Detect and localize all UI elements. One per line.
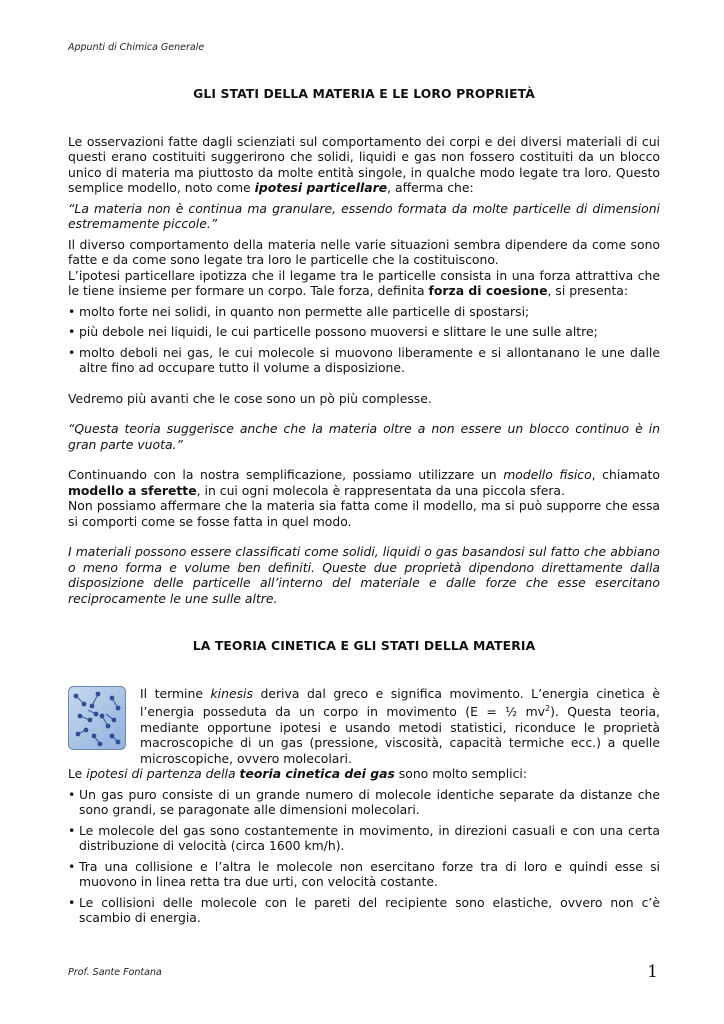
footer-author: Prof. Sante Fontana <box>68 967 162 978</box>
page-header: Appunti di Chimica Generale <box>68 42 205 53</box>
paragraph-4: Vedremo più avanti che le cose sono un pò più complesse. <box>68 390 432 406</box>
text-run: ). Questa teoria, mediante opportune ipotesi e usando metodi statistici, riconduce le proprietà macroscopiche di un gas (pressione, viscosità, capacità termiche ecc.) a quelle microscopiche, ovvero molecolari. <box>140 704 660 766</box>
paragraph-intro <box>68 134 660 196</box>
list-item: • più debole nei liquidi, le cui particelle possono muoversi e slittare le une sulle altre; <box>68 324 660 340</box>
section1-title: GLI STATI DELLA MATERIA E LE LORO PROPRIETÀ <box>193 86 535 101</box>
list-item: • Tra una collisione e l’altra le molecole non esercitano forze tra di loro e quindi esse si muovono in linea retta tra due urti, con velocità costante. <box>68 859 660 890</box>
text-run: Il termine <box>140 685 211 701</box>
quote-2: “Questa teoria suggerisce anche che la materia oltre a non essere un blocco continuo è in gran parte vuota.” <box>68 421 660 452</box>
list-item: • Un gas puro consiste di un grande numero di molecole identiche separate da distanze che sono grandi, se paragonate alle dimensioni molecolari. <box>68 787 660 818</box>
quote-1: “La materia non è continua ma granulare, essendo formata da molte particelle di dimensioni estremamente piccole.” <box>68 200 660 231</box>
paragraph-6: Non possiamo affermare che la materia sia fatta come il modello, ma si può supporre che essa si comporti come se fosse fatta in quel modo. <box>68 498 660 529</box>
section2-title: LA TEORIA CINETICA E GLI STATI DELLA MATERIA <box>192 638 536 653</box>
paragraph-5 <box>68 467 660 498</box>
text-run: , in cui ogni molecola è rappresentata da una piccola sfera. <box>196 482 565 498</box>
list-item: • molto deboli nei gas, le cui molecole si muovono liberamente e si allontanano le une dalle altre fino ad occupare tutto il volume a disposizione. <box>68 345 660 376</box>
text-run: deriva dal greco e significa movimento. L’energia cinetica è l’energia posseduta da un corpo in movimento (E = ½ mv <box>140 685 660 720</box>
paragraph-2: Il diverso comportamento della materia nelle varie situazioni sembra dipendere da come sono fatte e da come sono legate tra loro le particelle che la costituiscono. <box>68 236 660 267</box>
paragraph-3 <box>68 268 660 299</box>
text-run: , chiamato <box>591 467 660 482</box>
paragraph-7: I materiali possono essere classificati come solidi, liquidi o gas basandosi sul fatto che abbiano o meno forma e volume ben definiti. Queste due proprietà dipendono direttamente dalla disposizione delle particelle all’interno del materiale e dalle forze che esse esercitano reciprocamente le une sulle altre. <box>68 544 660 606</box>
kinetic-intro <box>68 686 660 767</box>
bullet-list-1 <box>68 304 660 376</box>
text-run: Continuando con la nostra semplificazione, possiamo utilizzare un <box>68 467 504 482</box>
text-run: L’ipotesi particellare ipotizza che il legame tra le particelle consista in una forza attrattiva che le tiene insieme per formare un corpo. Tale forza, definita <box>68 267 660 298</box>
term-ipotesi: ipotesi particellare <box>254 180 388 195</box>
bullet-list-2 <box>68 787 660 926</box>
paragraph-8 <box>68 766 660 782</box>
term-modello-sferette: modello a sferette <box>68 482 197 498</box>
document-body <box>68 86 660 926</box>
term-kinesis: kinesis <box>210 685 253 701</box>
list-item: • molto forte nei solidi, in quanto non permette alle particelle di spostarsi; <box>68 304 660 320</box>
page-number: 1 <box>647 962 658 982</box>
term-teoria-cinetica: teoria cinetica dei gas <box>239 766 395 782</box>
text-run: sono molto semplici: <box>394 766 528 782</box>
text-run: , si presenta: <box>547 283 629 298</box>
list-item: • Le collisioni delle molecole con le pareti del recipiente sono elastiche, ovvero non c’è scambio di energia. <box>68 895 660 926</box>
paragraph-kinesis <box>140 686 660 767</box>
superscript: 2 <box>545 704 551 713</box>
text-run: Le osservazioni fatte dagli scienziati sul comportamento dei corpi e dei diversi materiali di cui questi erano costituiti suggerirono che solidi, liquidi e gas non fossero costituiti da un blocco unico di materia ma piuttosto da molte entità singole, in qualche modo legate tra loro. Questo semplice modello, noto come <box>68 133 660 195</box>
list-item: • Le molecole del gas sono costantemente in movimento, in direzioni casuali e con una certa distribuzione di velocità (circa 1600 km/h). <box>68 823 660 854</box>
text-run: Le <box>68 766 87 782</box>
term-modello-fisico: modello fisico <box>503 467 592 482</box>
term-forza-coesione: forza di coesione <box>428 283 548 298</box>
text-run: , afferma che: <box>387 180 474 195</box>
text-run-italic: ipotesi di partenza della <box>86 766 240 782</box>
gas-molecules-image <box>68 686 126 750</box>
